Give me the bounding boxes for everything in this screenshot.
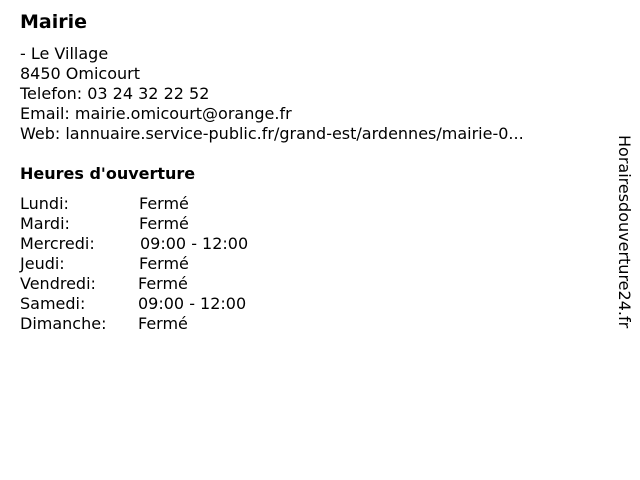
day-label: Jeudi:: [20, 254, 65, 273]
day-label: Dimanche:: [20, 314, 107, 333]
day-hours: 09:00 - 12:00: [138, 294, 247, 313]
hours-row-sunday: [20, 314, 320, 334]
phone-line: Telefon: 03 24 32 22 52: [20, 84, 210, 103]
street-address: - Le Village: [20, 44, 109, 63]
site-watermark: Horairesdouverture24.fr: [615, 135, 634, 329]
hours-row-wednesday: [20, 234, 320, 254]
hours-row-monday: [20, 194, 320, 214]
email-line: Email: mairie.omicourt@orange.fr: [20, 104, 292, 123]
web-line: Web: lannuaire.service-public.fr/grand-est/ardennes/mairie-0...: [20, 124, 524, 143]
hours-row-friday: [20, 274, 320, 294]
day-label: Lundi:: [20, 194, 69, 213]
opening-hours-list: [20, 194, 320, 334]
day-label: Vendredi:: [20, 274, 96, 293]
day-label: Mardi:: [20, 214, 70, 233]
day-hours: Fermé: [139, 214, 189, 233]
city-address: 8450 Omicourt: [20, 64, 141, 83]
day-label: Mercredi:: [20, 234, 95, 253]
day-label: Samedi:: [20, 294, 86, 313]
hours-row-thursday: [20, 254, 320, 274]
opening-hours-heading: Heures d'ouverture: [20, 164, 196, 183]
day-hours: Fermé: [139, 194, 189, 213]
day-hours: Fermé: [138, 314, 188, 333]
hours-row-tuesday: [20, 214, 320, 234]
day-hours: Fermé: [138, 274, 188, 293]
contact-block: [20, 44, 524, 144]
hours-row-saturday: [20, 294, 320, 314]
office-name: Mairie: [20, 11, 88, 33]
day-hours: Fermé: [139, 254, 189, 273]
day-hours: 09:00 - 12:00: [140, 234, 249, 253]
